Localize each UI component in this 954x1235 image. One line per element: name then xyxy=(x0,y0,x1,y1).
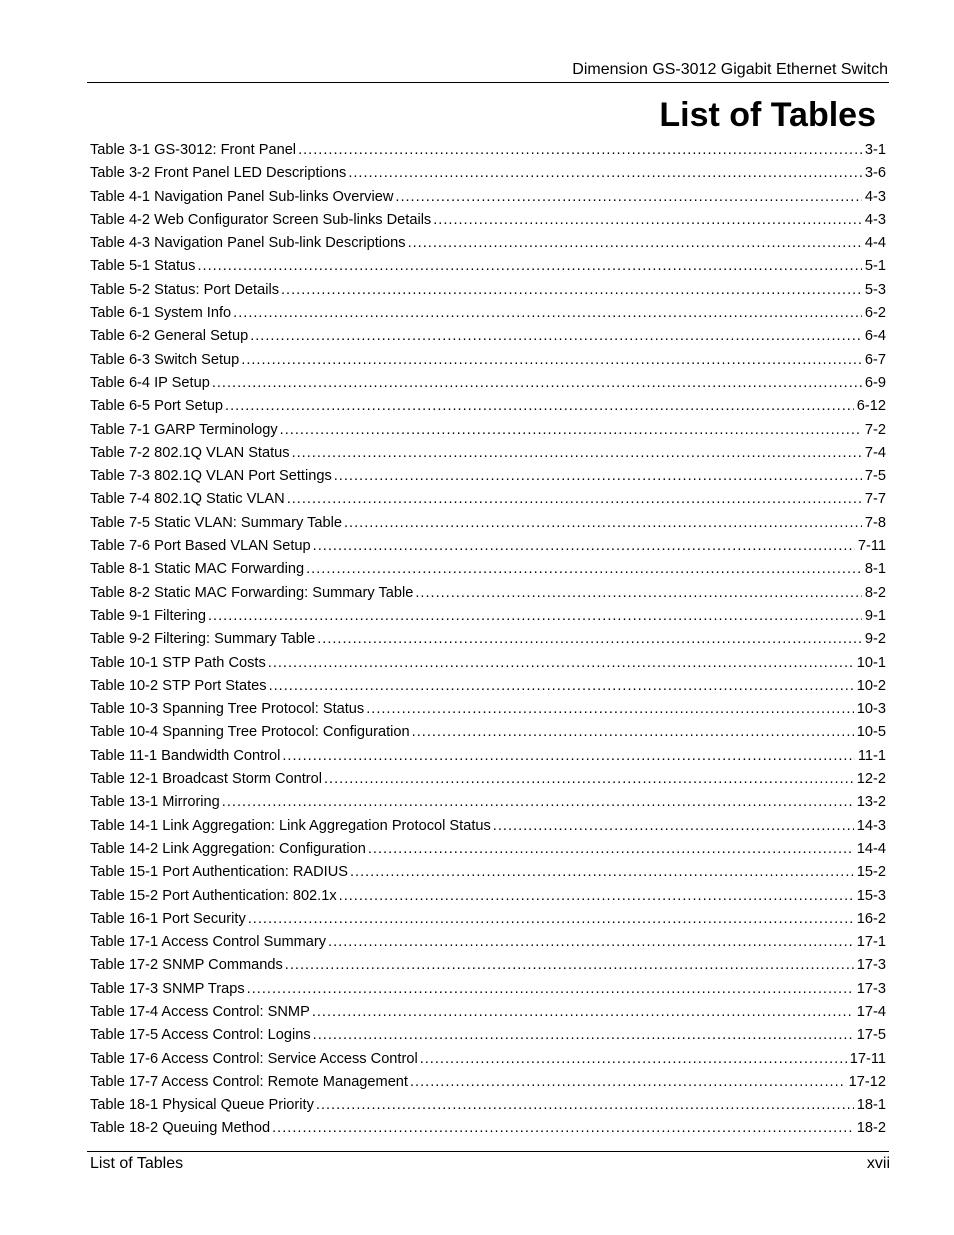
toc-entry[interactable] xyxy=(90,162,886,185)
toc-entry[interactable] xyxy=(90,978,886,1001)
toc-dot-leader xyxy=(241,349,862,372)
toc-entry[interactable] xyxy=(90,931,886,954)
toc-dot-leader xyxy=(395,186,862,209)
toc-dot-leader xyxy=(328,931,854,954)
toc-entry[interactable] xyxy=(90,395,886,418)
toc-entry-page: 17-11 xyxy=(849,1050,886,1067)
toc-entry-page: 6-12 xyxy=(856,398,886,415)
toc-entry[interactable] xyxy=(90,1117,886,1140)
toc-dot-leader xyxy=(313,1024,854,1047)
toc-entry[interactable] xyxy=(90,675,886,698)
toc-entry[interactable] xyxy=(90,325,886,348)
toc-dot-leader xyxy=(415,582,862,605)
toc-entry[interactable] xyxy=(90,349,886,372)
toc-entry-page: 6-9 xyxy=(864,374,886,391)
toc-entry-title: Table 7-5 Static VLAN: Summary Table xyxy=(90,514,342,531)
toc-dot-leader xyxy=(233,302,862,325)
toc-entry-title: Table 4-2 Web Configurator Screen Sub-links Details xyxy=(90,211,432,228)
toc-entry-title: Table 15-2 Port Authentication: 802.1x xyxy=(90,887,337,904)
toc-entry-page: 10-5 xyxy=(856,724,886,741)
toc-entry[interactable] xyxy=(90,745,886,768)
toc-entry-page: 17-1 xyxy=(856,934,886,951)
header-divider xyxy=(87,82,889,83)
toc-dot-leader xyxy=(306,558,862,581)
toc-dot-leader xyxy=(317,628,862,651)
toc-dot-leader xyxy=(313,535,855,558)
toc-entry[interactable] xyxy=(90,1048,886,1071)
toc-dot-leader xyxy=(225,395,854,418)
toc-dot-leader xyxy=(272,1117,854,1140)
toc-entry-page: 12-2 xyxy=(856,771,886,788)
toc-dot-leader xyxy=(287,488,862,511)
toc-entry-page: 7-4 xyxy=(864,444,886,461)
toc-dot-leader xyxy=(410,1071,846,1094)
toc-entry-page: 15-2 xyxy=(856,864,886,881)
toc-entry-title: Table 6-1 System Info xyxy=(90,305,232,322)
toc-entry-title: Table 4-1 Navigation Panel Sub-links Overview xyxy=(90,188,394,205)
toc-dot-leader xyxy=(312,1001,854,1024)
toc-entry[interactable] xyxy=(90,465,886,488)
toc-entry[interactable] xyxy=(90,815,886,838)
toc-dot-leader xyxy=(250,325,862,348)
toc-dot-leader xyxy=(280,419,862,442)
toc-dot-leader xyxy=(366,698,854,721)
toc-entry-page: 17-5 xyxy=(856,1027,886,1044)
toc-entry-title: Table 17-5 Access Control: Logins xyxy=(90,1027,311,1044)
toc-entry[interactable] xyxy=(90,628,886,651)
footer-page-number: xvii xyxy=(866,1155,890,1172)
toc-entry-page: 4-3 xyxy=(864,188,886,205)
toc-entry-title: Table 17-6 Access Control: Service Access Control xyxy=(90,1050,418,1067)
toc-entry-title: Table 14-1 Link Aggregation: Link Aggregation Protocol Status xyxy=(90,817,491,834)
toc-dot-leader xyxy=(339,885,854,908)
toc-entry[interactable] xyxy=(90,652,886,675)
toc-dot-leader xyxy=(324,768,854,791)
toc-entry-page: 9-2 xyxy=(864,631,886,648)
toc-entry[interactable] xyxy=(90,838,886,861)
toc-entry-title: Table 13-1 Mirroring xyxy=(90,794,220,811)
toc-entry[interactable] xyxy=(90,302,886,325)
toc-entry-title: Table 10-4 Spanning Tree Protocol: Configuration xyxy=(90,724,410,741)
toc-entry-page: 15-3 xyxy=(856,887,886,904)
toc-entry-title: Table 18-1 Physical Queue Priority xyxy=(90,1097,314,1114)
toc-entry-title: Table 7-4 802.1Q Static VLAN xyxy=(90,491,285,508)
toc-entry-title: Table 4-3 Navigation Panel Sub-link Descriptions xyxy=(90,235,406,252)
running-header: Dimension GS-3012 Gigabit Ethernet Switch xyxy=(572,61,888,78)
toc-entry[interactable] xyxy=(90,954,886,977)
footer-divider xyxy=(87,1151,889,1152)
toc-entry[interactable] xyxy=(90,419,886,442)
toc-entry-page: 14-3 xyxy=(856,817,886,834)
toc-entry[interactable] xyxy=(90,558,886,581)
toc-entry-title: Table 6-5 Port Setup xyxy=(90,398,224,415)
toc-entry-title: Table 6-3 Switch Setup xyxy=(90,351,240,368)
toc-entry-page: 8-1 xyxy=(864,561,886,578)
toc-entry-title: Table 17-7 Access Control: Remote Management xyxy=(90,1073,408,1090)
toc-dot-leader xyxy=(334,465,862,488)
toc-dot-leader xyxy=(412,721,854,744)
toc-entry-page: 9-1 xyxy=(864,607,886,624)
toc-entry[interactable] xyxy=(90,512,886,535)
toc-dot-leader xyxy=(197,255,861,278)
toc-entry[interactable] xyxy=(90,861,886,884)
toc-entry-title: Table 8-2 Static MAC Forwarding: Summary Table xyxy=(90,584,414,601)
toc-dot-leader xyxy=(493,815,854,838)
toc-dot-leader xyxy=(316,1094,854,1117)
toc-dot-leader xyxy=(212,372,862,395)
toc-entry-title: Table 11-1 Bandwidth Control xyxy=(90,747,281,764)
toc-entry-page: 10-2 xyxy=(856,677,886,694)
toc-entry-page: 5-3 xyxy=(864,281,886,298)
toc-entry-title: Table 10-2 STP Port States xyxy=(90,677,267,694)
toc-dot-leader xyxy=(298,139,862,162)
toc-entry-title: Table 7-6 Port Based VLAN Setup xyxy=(90,538,311,555)
toc-entry[interactable] xyxy=(90,1071,886,1094)
toc-entry-page: 6-2 xyxy=(864,305,886,322)
toc-entry[interactable] xyxy=(90,791,886,814)
toc-entry-title: Table 5-1 Status xyxy=(90,258,196,275)
toc-entry-page: 10-1 xyxy=(856,654,886,671)
toc-entry[interactable] xyxy=(90,582,886,605)
toc-entry-page: 7-2 xyxy=(864,421,886,438)
toc-entry[interactable] xyxy=(90,442,886,465)
toc-entry[interactable] xyxy=(90,1001,886,1024)
toc-entry-title: Table 9-1 Filtering xyxy=(90,607,206,624)
toc-entry-page: 14-4 xyxy=(856,840,886,857)
toc-entry-title: Table 6-4 IP Setup xyxy=(90,374,210,391)
toc-entry-page: 5-1 xyxy=(864,258,886,275)
toc-entry-page: 18-2 xyxy=(856,1120,886,1137)
toc-dot-leader xyxy=(247,978,854,1001)
toc-entry-title: Table 8-1 Static MAC Forwarding xyxy=(90,561,305,578)
toc-entry[interactable] xyxy=(90,768,886,791)
toc-entry-title: Table 16-1 Port Security xyxy=(90,910,246,927)
toc-entry-title: Table 18-2 Queuing Method xyxy=(90,1120,271,1137)
toc-entry-title: Table 3-1 GS-3012: Front Panel xyxy=(90,142,297,158)
toc-entry-page: 6-7 xyxy=(864,351,886,368)
toc-entry-title: Table 14-2 Link Aggregation: Configuration xyxy=(90,840,366,857)
footer-section-label: List of Tables xyxy=(90,1155,184,1172)
toc-entry[interactable] xyxy=(90,232,886,255)
toc-entry-title: Table 5-2 Status: Port Details xyxy=(90,281,279,298)
toc-entry-page: 17-3 xyxy=(856,980,886,997)
toc-entry-page: 7-5 xyxy=(864,468,886,485)
toc-entry[interactable] xyxy=(90,605,886,628)
toc-entry-title: Table 7-1 GARP Terminology xyxy=(90,421,278,438)
toc-entry-page: 10-3 xyxy=(856,701,886,718)
toc-entry-page: 8-2 xyxy=(864,584,886,601)
toc-entry[interactable] xyxy=(90,1094,886,1117)
toc-dot-leader xyxy=(269,675,854,698)
toc-entry[interactable] xyxy=(90,1024,886,1047)
toc-entry-page: 17-12 xyxy=(848,1073,886,1090)
toc-entry-title: Table 17-1 Access Control Summary xyxy=(90,934,327,951)
toc-dot-leader xyxy=(348,162,862,185)
toc-entry-title: Table 15-1 Port Authentication: RADIUS xyxy=(90,864,348,881)
toc-entry-page: 4-4 xyxy=(864,235,886,252)
toc-entry[interactable] xyxy=(90,885,886,908)
toc-entry-title: Table 10-1 STP Path Costs xyxy=(90,654,266,671)
toc-dot-leader xyxy=(368,838,854,861)
toc-dot-leader xyxy=(281,279,862,302)
table-list xyxy=(90,139,886,1141)
toc-entry-title: Table 10-3 Spanning Tree Protocol: Status xyxy=(90,701,365,718)
toc-entry-page: 16-2 xyxy=(856,910,886,927)
toc-dot-leader xyxy=(408,232,862,255)
toc-dot-leader xyxy=(420,1048,847,1071)
toc-entry-title: Table 7-2 802.1Q VLAN Status xyxy=(90,444,290,461)
toc-dot-leader xyxy=(208,605,862,628)
toc-entry-page: 6-4 xyxy=(864,328,886,345)
toc-dot-leader xyxy=(433,209,862,232)
toc-entry[interactable] xyxy=(90,488,886,511)
toc-entry-page: 7-7 xyxy=(864,491,886,508)
toc-entry-page: 3-1 xyxy=(864,142,886,158)
toc-dot-leader xyxy=(282,745,854,768)
toc-entry-title: Table 6-2 General Setup xyxy=(90,328,249,345)
toc-entry-page: 7-11 xyxy=(857,538,886,555)
toc-dot-leader xyxy=(285,954,854,977)
toc-entry-page: 3-6 xyxy=(864,165,886,182)
toc-entry-page: 13-2 xyxy=(856,794,886,811)
toc-entry-title: Table 7-3 802.1Q VLAN Port Settings xyxy=(90,468,332,485)
toc-entry[interactable] xyxy=(90,908,886,931)
toc-entry[interactable] xyxy=(90,279,886,302)
toc-entry-title: Table 17-3 SNMP Traps xyxy=(90,980,245,997)
toc-entry-page: 11-1 xyxy=(857,747,886,764)
toc-entry[interactable] xyxy=(90,255,886,278)
toc-entry[interactable] xyxy=(90,372,886,395)
toc-entry[interactable] xyxy=(90,139,886,162)
toc-entry[interactable] xyxy=(90,721,886,744)
toc-dot-leader xyxy=(222,791,854,814)
toc-entry-page: 17-4 xyxy=(856,1003,886,1020)
toc-dot-leader xyxy=(350,861,854,884)
toc-dot-leader xyxy=(292,442,862,465)
toc-dot-leader xyxy=(248,908,854,931)
toc-entry-title: Table 12-1 Broadcast Storm Control xyxy=(90,771,322,788)
toc-entry-page: 7-8 xyxy=(864,514,886,531)
toc-entry-page: 18-1 xyxy=(856,1097,886,1114)
page-title: List of Tables xyxy=(659,96,876,134)
toc-dot-leader xyxy=(344,512,862,535)
toc-entry[interactable] xyxy=(90,186,886,209)
toc-entry-page: 4-3 xyxy=(864,211,886,228)
toc-entry[interactable] xyxy=(90,209,886,232)
toc-entry-title: Table 3-2 Front Panel LED Descriptions xyxy=(90,165,347,182)
toc-entry-title: Table 9-2 Filtering: Summary Table xyxy=(90,631,316,648)
toc-entry[interactable] xyxy=(90,698,886,721)
toc-entry[interactable] xyxy=(90,535,886,558)
toc-entry-title: Table 17-2 SNMP Commands xyxy=(90,957,283,974)
toc-entry-page: 17-3 xyxy=(856,957,886,974)
toc-entry-title: Table 17-4 Access Control: SNMP xyxy=(90,1003,310,1020)
toc-dot-leader xyxy=(268,652,854,675)
